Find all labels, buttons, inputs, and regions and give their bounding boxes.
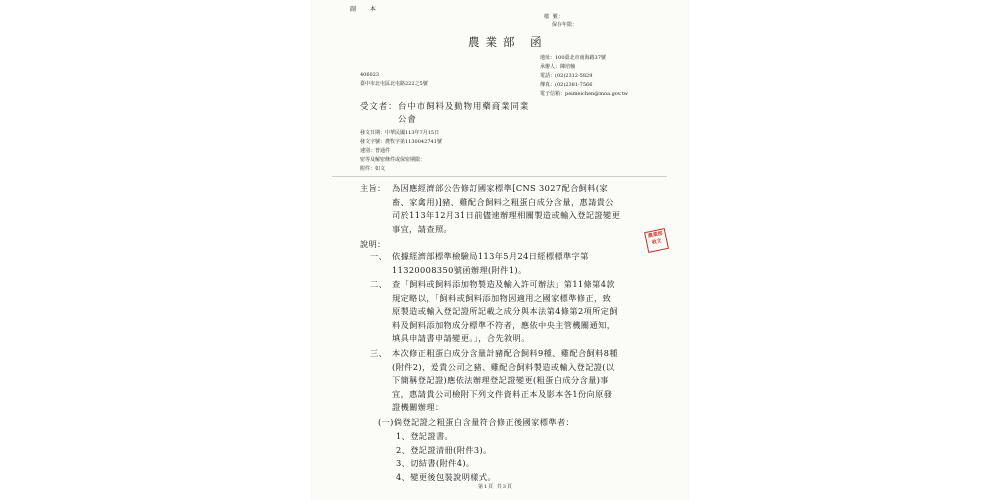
recipient-name-line2: 公會 [398, 114, 417, 124]
explanation-line: 原製造或輸入登記證所記載之成分與本法第4條第2項所定飼 [392, 306, 618, 317]
explanation-item-2 [392, 278, 618, 346]
priority: 速別：普通件 [360, 148, 391, 154]
recipient-label: 受文者： [360, 101, 398, 111]
explanation-line: 填具申請書申請變更。」，合先敘明。 [392, 333, 530, 344]
explanation-item-number: 二、 [370, 279, 388, 289]
document-page [312, 0, 688, 500]
issue-date: 發文日期：中華民國113年7月15日 [360, 130, 440, 136]
retention-label: 保存年限： [552, 22, 578, 28]
divider [332, 176, 667, 177]
explanation-line: 依據經濟部標準檢驗局113年5月24日經標標準字第 [392, 251, 589, 261]
confidentiality: 密等及解密條件或保密期限： [360, 157, 426, 163]
document-number: 發文字號：農牧字第1130042741號 [360, 139, 442, 145]
sub-item: 3、切結書(附件4)。 [396, 458, 475, 469]
attachments: 附件：如文 [360, 166, 386, 172]
explanation-item-1 [392, 250, 589, 277]
subject-line: 畜、家禽用)]豬、雞配合飼料之粗蛋白成分含量，惠請貴公 [392, 196, 614, 207]
copy-label: 副 本 [350, 6, 382, 13]
subject-line: 事宜，請查照。 [392, 223, 453, 234]
agency-email: 電子信箱：peimeichen@moa.gov.tw [540, 91, 628, 97]
explanation-line: 下簡稱登記證)應依法辦理登記證變更(粗蛋白成分含量)事 [392, 375, 609, 386]
agency-title: 農業部 函 [468, 35, 548, 49]
agency-phone: 電話：(02)2312-5829 [540, 73, 593, 79]
explanation-line: 證機關辦理： [392, 402, 444, 413]
file-number-label: 檔 號： [544, 14, 565, 20]
subject-line: 為因應經濟部公告修訂國家標準[CNS 3027配合飼料(家 [392, 183, 609, 193]
explanation-label: 說明： [360, 239, 386, 249]
explanation-line: 查「飼料或飼料添加物製造及輸入許可辦法」第11條第4款 [392, 279, 615, 289]
sub-item: 1、登記證書。 [396, 431, 454, 441]
explanation-item-number: 三、 [370, 348, 388, 358]
sub-item: 4、變更後包裝說明樣式。 [396, 471, 497, 482]
explanation-line: 料及飼料添加物成分標準不符者，應依中央主管機關通知， [392, 319, 616, 330]
explanation-line: 規定略以，「飼料或飼料添加物因適用之國家標準修正，致 [392, 292, 612, 303]
agency-fax: 傳真：(02)2381-7566 [540, 82, 593, 88]
recipient-address: 臺中市北屯區北屯路222之5號 [360, 81, 428, 87]
page-footer: 第1頁 共3頁 [478, 484, 513, 490]
explanation-item-3 [392, 347, 618, 415]
subject-body [392, 182, 620, 236]
explanation-line: 宜，惠請貴公司檢附下列文件資料正本及影本各1份向原發 [392, 388, 613, 399]
explanation-line: 11320008350號函辦理(附件1)。 [392, 264, 527, 275]
recipient-postal-code: 406023 [360, 72, 380, 78]
subject-line: 司於113年12月31日前儘速辦理相關製造或輸入登記證變更 [392, 210, 621, 221]
agency-address: 地址：100臺北市南海路37號 [540, 55, 606, 61]
agency-contact-person: 承辦人：陳培楠 [540, 64, 576, 70]
explanation-item-number: 一、 [370, 251, 388, 261]
sub-item: 2、登記證清冊(附件3)。 [396, 444, 492, 455]
subject-label: 主旨： [360, 183, 386, 193]
received-stamp: 農業部收文 [644, 228, 669, 253]
recipient-name-line1: 台中市飼料及動物用藥商業同業 [398, 101, 530, 111]
explanation-sub-label: (一)倘登記證之粗蛋白含量符合修正後國家標準者： [378, 417, 575, 427]
explanation-line: (附件2)，爰貴公司之豬、雞配合飼料製造或輸入登記證(以 [392, 361, 615, 372]
explanation-sub-items [396, 430, 496, 484]
explanation-line: 本次修正粗蛋白成分含量計豬配合飼料9種、雞配合飼料8種 [392, 348, 618, 358]
